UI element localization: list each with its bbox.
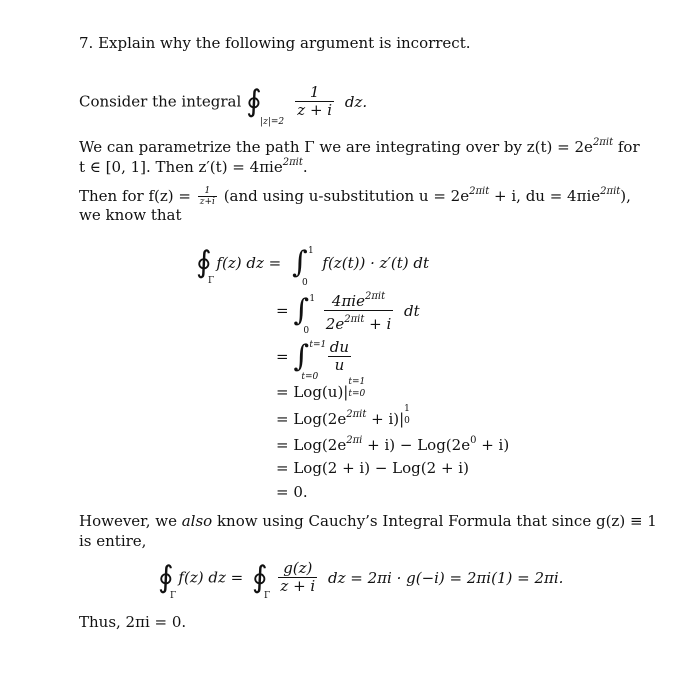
lhs-contour-sign: ∮ Γ (196, 245, 215, 286)
param-text-2: t ∈ [0, 1]. Then z′(t) = 4πie (79, 158, 283, 176)
cauchy-rhs: dz = 2πi · g(−i) = 2πi(1) = 2πi. (328, 568, 564, 587)
derivation-step-3: = ∫ t=1 t=0 $\frac{du}{u}$ (276, 338, 350, 382)
cauchy-line-2: is entire, (79, 532, 147, 550)
step5-upper: 1 (404, 404, 410, 414)
step3-lower: t=0 (301, 371, 319, 382)
step1-upper: 1 (307, 246, 314, 256)
derivation-step-6 (276, 435, 509, 454)
step4-upper: t=1 (348, 377, 366, 387)
step4-text: = Log(u)| (276, 383, 349, 401)
cauchy-text-a: However, we (79, 512, 182, 530)
param-text-1: We can parametrize the path Γ we are integrating over by z(t) = 2e (79, 138, 593, 156)
step3-upper: t=1 (309, 339, 327, 350)
step6-exp-2: 0 (470, 435, 477, 446)
subst-exp-1: 2πit (469, 186, 490, 197)
subst-line-1 (79, 186, 631, 207)
subst-text-c: + i, du = 4πie (489, 187, 601, 205)
step2-den: 2e (325, 315, 345, 333)
cauchy-line-1 (79, 512, 657, 530)
step2-lower: 0 (303, 325, 310, 336)
cauchy-frac-den: z + i (280, 577, 316, 595)
step5-exp: 2πit (346, 409, 367, 420)
integrand-dz: dz. (344, 92, 368, 111)
subst-small-num: 1 (198, 186, 217, 197)
cauchy-mid-sub: Γ (263, 590, 271, 601)
step1-lower: 0 (301, 278, 308, 288)
param-line-1 (79, 137, 640, 156)
derivation-step-5 (276, 404, 412, 428)
step5-text-a: = Log(2e (276, 410, 347, 428)
cauchy-fraction (278, 560, 317, 595)
step2-fraction (324, 288, 393, 333)
integrand-denominator: z + i (297, 101, 333, 119)
step2-num-exp: 2πit (364, 291, 386, 302)
contour-integral-sign: ∮ |z|=2 (246, 83, 285, 127)
cauchy-equation (158, 560, 563, 600)
derivation-step-2: = ∫ 1 0 $\frac{4\pi ie^{2\pi it}}{2e^{2\pi it} + i}$ dt (276, 288, 420, 332)
lhs-expression: f(z) dz = (216, 254, 282, 272)
derivation-step-8: = 0. (276, 483, 308, 501)
subst-exp-2: 2πit (600, 186, 621, 197)
derivation-step-1 (196, 245, 430, 288)
step5-text-b: + i)| (366, 410, 405, 428)
contour-limit: |z|=2 (260, 116, 285, 127)
cauchy-lhs-contour-sign: ∮ Γ (158, 559, 177, 601)
step2-den-tail: + i (364, 315, 392, 333)
subst-line-2: we know that (79, 206, 182, 224)
step1-integral-sign: ∫ 1 0 (291, 245, 314, 288)
cauchy-emphasis: also (181, 512, 213, 530)
step2-num: 4πie (331, 292, 365, 310)
step2-den-exp: 2πit (344, 314, 365, 325)
step3-fraction (328, 339, 351, 374)
cauchy-lhs-sub: Γ (170, 590, 177, 601)
subst-text-b: (and using u-substitution u = 2e (218, 187, 470, 205)
step3-den: u (334, 356, 345, 374)
step4-lower: t=0 (348, 389, 366, 399)
cauchy-text-b: know using Cauchy’s Integral Formula that since g(z) ≡ 1 (212, 512, 657, 530)
param-exp-1: 2πit (592, 137, 614, 148)
param-exp-2: 2πit (282, 157, 303, 168)
subst-text-a: Then for f(z) = (79, 187, 196, 205)
param-tail-1: for (613, 138, 640, 156)
step2-dt: dt (404, 301, 420, 320)
problem-heading: 7. Explain why the following argument is incorrect. (79, 34, 471, 52)
integrand-numerator: 1 (295, 84, 334, 102)
step6-exp-1: 2πi (346, 435, 363, 446)
cauchy-frac-num: g(z) (278, 560, 317, 578)
cauchy-mid-contour-sign: ∮ Γ (251, 559, 271, 601)
derivation-step-7: = Log(2 + i) − Log(2 + i) (276, 459, 469, 477)
cauchy-lhs: f(z) dz = (178, 568, 244, 587)
step2-integral-sign: ∫ 1 0 (293, 292, 316, 336)
lhs-contour-sub: Γ (208, 276, 215, 286)
subst-small-fraction (198, 186, 217, 207)
consider-integral-line (79, 83, 368, 127)
step2-upper: 1 (309, 293, 316, 304)
derivation-step-4 (276, 377, 366, 401)
step6-text-b: + i) − Log(2e (362, 436, 471, 454)
param-tail-2: . (302, 158, 308, 176)
step6-text-c: + i) (476, 436, 510, 454)
consider-lead: Consider the integral (79, 92, 242, 111)
subst-small-den: z+i (199, 197, 215, 207)
param-line-2 (79, 157, 308, 176)
step1-body: f(z(t)) · z′(t) dt (322, 254, 430, 272)
step5-lower: 0 (404, 416, 410, 426)
integrand-fraction (295, 84, 334, 119)
step3-num: du (329, 338, 350, 356)
step3-integral-sign: ∫ t=1 t=0 (293, 338, 327, 382)
step6-text-a: = Log(2e (276, 436, 347, 454)
subst-text-d: ), (620, 187, 631, 205)
conclusion-text: Thus, 2πi = 0. (79, 613, 187, 631)
